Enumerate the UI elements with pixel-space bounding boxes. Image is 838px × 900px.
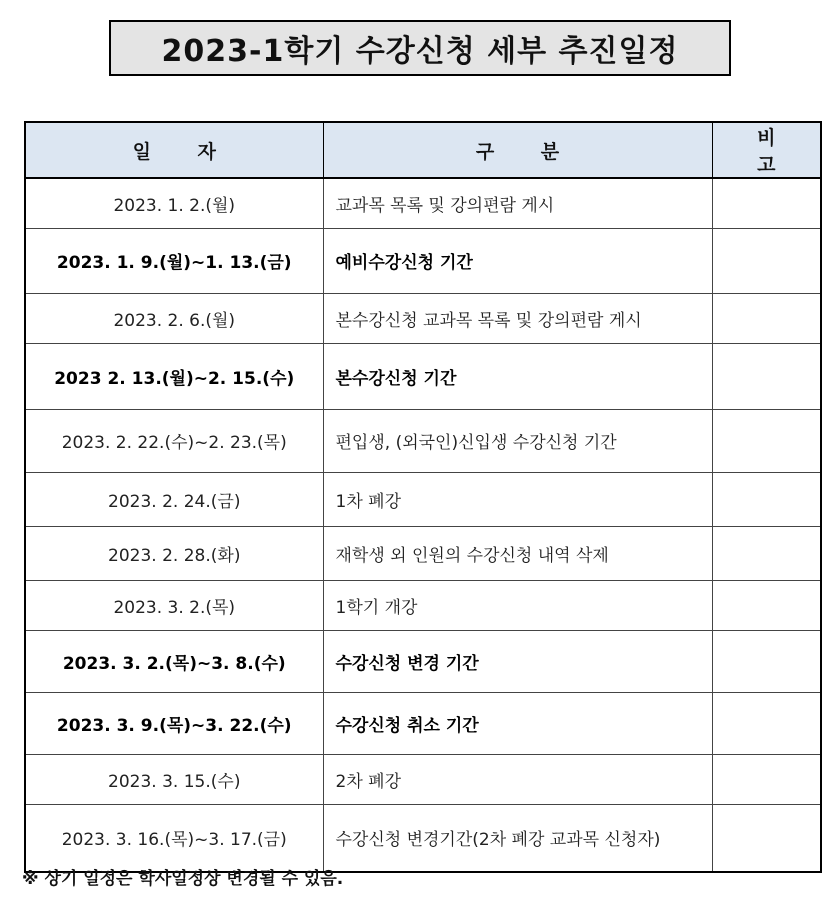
row-date: 2023. 3. 16.(목)~3. 17.(금) <box>25 804 323 872</box>
row-note <box>712 472 821 526</box>
table-row <box>25 692 821 754</box>
row-date: 2023 2. 13.(월)~2. 15.(수) <box>25 343 323 409</box>
row-note <box>712 526 821 580</box>
row-note <box>712 228 821 293</box>
header-date: 일 자 <box>25 122 323 178</box>
row-note <box>712 692 821 754</box>
table-row <box>25 804 821 872</box>
footnote: ※ 상기 일정은 학사일정상 변경될 수 있음. <box>22 869 344 889</box>
row-note <box>712 409 821 472</box>
row-date: 2023. 3. 2.(목) <box>25 580 323 630</box>
row-date: 2023. 3. 15.(수) <box>25 754 323 804</box>
table-row <box>25 293 821 343</box>
row-date: 2023. 2. 24.(금) <box>25 472 323 526</box>
table-row <box>25 472 821 526</box>
table-row <box>25 178 821 228</box>
table-row <box>25 630 821 692</box>
row-note <box>712 630 821 692</box>
table-row <box>25 343 821 409</box>
row-note <box>712 293 821 343</box>
table-row <box>25 526 821 580</box>
row-note <box>712 178 821 228</box>
table-row <box>25 409 821 472</box>
header-type: 구 분 <box>323 122 712 178</box>
table-row <box>25 580 821 630</box>
row-note <box>712 754 821 804</box>
row-date: 2023. 2. 28.(화) <box>25 526 323 580</box>
table-row <box>25 754 821 804</box>
row-desc: 본수강신청 기간 <box>323 343 712 409</box>
table-header-row <box>25 122 821 178</box>
row-date: 2023. 1. 2.(월) <box>25 178 323 228</box>
row-desc: 수강신청 변경기간(2차 폐강 교과목 신청자) <box>323 804 712 872</box>
row-note <box>712 804 821 872</box>
row-desc: 편입생, (외국인)신입생 수강신청 기간 <box>323 409 712 472</box>
row-date: 2023. 2. 6.(월) <box>25 293 323 343</box>
row-date: 2023. 3. 9.(목)~3. 22.(수) <box>25 692 323 754</box>
row-desc: 2차 폐강 <box>323 754 712 804</box>
row-desc: 1차 폐강 <box>323 472 712 526</box>
row-desc: 수강신청 변경 기간 <box>323 630 712 692</box>
table-row <box>25 228 821 293</box>
row-desc: 본수강신청 교과목 목록 및 강의편람 게시 <box>323 293 712 343</box>
page-title: 2023-1학기 수강신청 세부 추진일정 <box>109 20 731 76</box>
row-date: 2023. 2. 22.(수)~2. 23.(목) <box>25 409 323 472</box>
row-desc: 수강신청 취소 기간 <box>323 692 712 754</box>
row-date: 2023. 1. 9.(월)~1. 13.(금) <box>25 228 323 293</box>
row-note <box>712 580 821 630</box>
schedule-table <box>24 121 822 873</box>
header-note: 비 고 <box>712 122 821 178</box>
row-desc: 재학생 외 인원의 수강신청 내역 삭제 <box>323 526 712 580</box>
row-desc: 예비수강신청 기간 <box>323 228 712 293</box>
row-desc: 1학기 개강 <box>323 580 712 630</box>
row-desc: 교과목 목록 및 강의편람 게시 <box>323 178 712 228</box>
row-date: 2023. 3. 2.(목)~3. 8.(수) <box>25 630 323 692</box>
row-note <box>712 343 821 409</box>
